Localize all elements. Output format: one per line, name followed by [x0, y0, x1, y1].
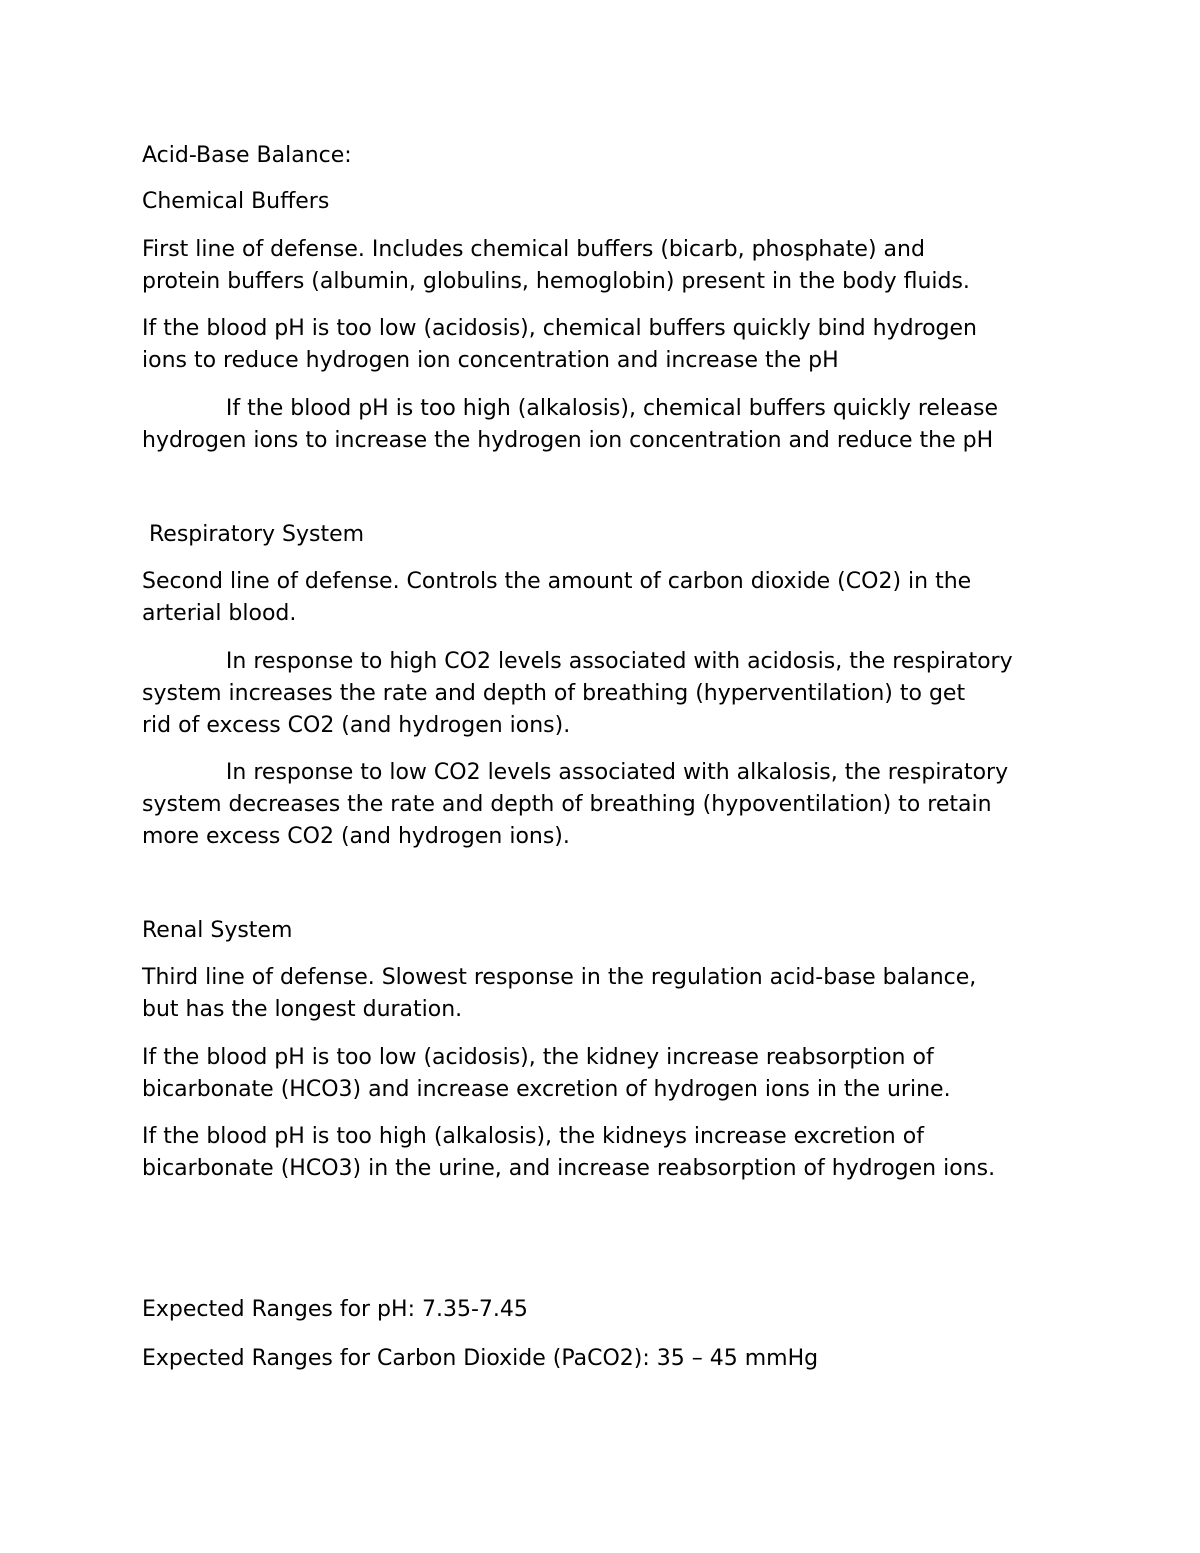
text-line: rid of excess CO2 (and hydrogen ions). [142, 713, 571, 738]
text-line: If the blood pH is too low (acidosis), chemical buffers quickly bind hydrogen [142, 316, 978, 341]
chemical-paragraph-3 [142, 393, 1072, 457]
text-line: Expected Ranges for pH: 7.35-7.45 [142, 1297, 528, 1322]
text-line: Acid-Base Balance: [142, 143, 352, 168]
text-line: Chemical Buffers [142, 189, 330, 214]
text-line: In response to low CO2 levels associated with alkalosis, the respiratory [142, 760, 1009, 785]
renal-paragraph-2 [142, 1042, 1072, 1106]
text-line: Respiratory System [142, 522, 365, 547]
document-title [142, 140, 1072, 172]
text-line: First line of defense. Includes chemical buffers (bicarb, phosphate) and [142, 237, 925, 262]
text-line: In response to high CO2 levels associated with acidosis, the respiratory [142, 649, 1013, 674]
respiratory-system-heading [142, 519, 1072, 551]
text-line: protein buffers (albumin, globulins, hemoglobin) present in the body fluids. [142, 269, 970, 294]
text-line: If the blood pH is too low (acidosis), the kidney increase reabsorption of [142, 1045, 934, 1070]
renal-system-heading [142, 915, 1072, 947]
text-line: more excess CO2 (and hydrogen ions). [142, 824, 570, 849]
text-line: Third line of defense. Slowest response in the regulation acid-base balance, [142, 965, 977, 990]
text-line: system increases the rate and depth of breathing (hyperventilation) to get [142, 681, 966, 706]
respiratory-paragraph-3 [142, 757, 1072, 853]
respiratory-paragraph-1 [142, 566, 1072, 630]
ph-range [142, 1294, 1072, 1326]
text-line: If the blood pH is too high (alkalosis), the kidneys increase excretion of [142, 1124, 924, 1149]
text-line: arterial blood. [142, 601, 297, 626]
text-line: bicarbonate (HCO3) in the urine, and increase reabsorption of hydrogen ions. [142, 1156, 996, 1181]
renal-paragraph-3 [142, 1121, 1072, 1185]
chemical-buffers-heading [142, 186, 1072, 218]
text-line: ions to reduce hydrogen ion concentration and increase the pH [142, 348, 839, 373]
paco2-range [142, 1343, 1072, 1375]
text-line: hydrogen ions to increase the hydrogen ion concentration and reduce the pH [142, 428, 994, 453]
text-line: system decreases the rate and depth of breathing (hypoventilation) to retain [142, 792, 992, 817]
text-line: Renal System [142, 918, 293, 943]
text-line: If the blood pH is too high (alkalosis), chemical buffers quickly release [142, 396, 999, 421]
text-line: Expected Ranges for Carbon Dioxide (PaCO2): 35 – 45 mmHg [142, 1346, 819, 1371]
text-line: Second line of defense. Controls the amount of carbon dioxide (CO2) in the [142, 569, 972, 594]
chemical-paragraph-1 [142, 234, 1072, 298]
chemical-paragraph-2 [142, 313, 1072, 377]
respiratory-paragraph-2 [142, 646, 1072, 742]
text-line: but has the longest duration. [142, 997, 463, 1022]
text-line: bicarbonate (HCO3) and increase excretion of hydrogen ions in the urine. [142, 1077, 951, 1102]
renal-paragraph-1 [142, 962, 1072, 1026]
